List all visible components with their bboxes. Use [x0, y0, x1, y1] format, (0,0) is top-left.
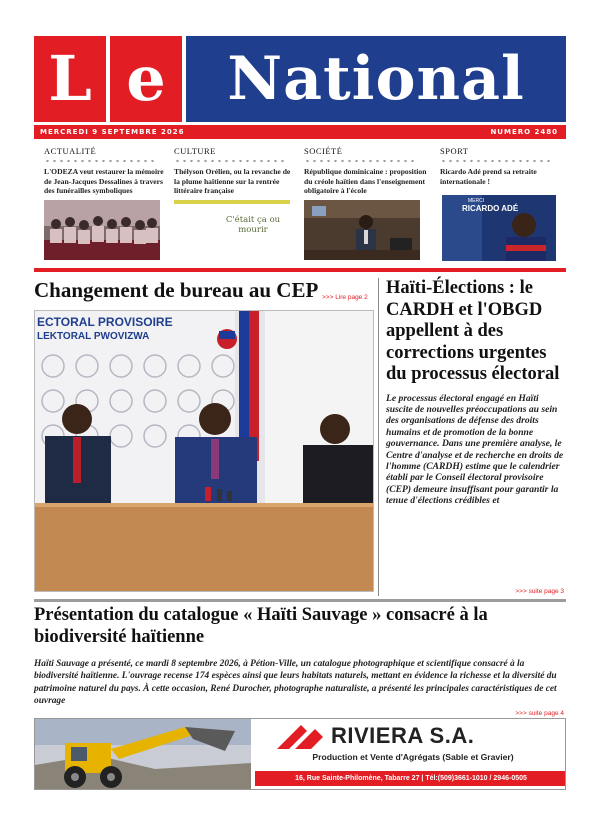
teaser-category: CULTURE	[174, 146, 216, 156]
main-photo[interactable]	[34, 310, 374, 592]
dotted-divider	[440, 158, 552, 164]
main-headline[interactable]: Changement de bureau au CEP	[34, 278, 319, 302]
section-divider-gray	[34, 599, 566, 602]
advertisement-riviera[interactable]	[34, 718, 566, 790]
excavator-image	[35, 719, 251, 789]
ad-subtitle: Production et Vente d'Agrégats (Sable et Gravier)	[312, 752, 514, 762]
teaser-title[interactable]: République dominicaine : proposition du créole haïtien dans l'enseignement obligatoire à l'école	[304, 167, 427, 196]
side-headline[interactable]: Haïti-Élections : le CARDH et l'OBGD appellent à des corrections urgentes du processus électoral	[386, 278, 560, 384]
teaser-culture[interactable]	[174, 146, 298, 196]
book-cover-title: C'était ça ou mourir	[225, 215, 281, 235]
teaser-category: SOCIÉTÉ	[304, 146, 343, 156]
third-headline[interactable]: Présentation du catalogue « Haïti Sauvage » consacré à la biodiversité haïtienne	[34, 605, 488, 647]
masthead-logo	[34, 36, 566, 122]
column-divider	[378, 278, 379, 596]
logo-word-national: National	[186, 36, 566, 122]
dotted-divider	[304, 158, 416, 164]
book-cover-edge	[174, 200, 290, 204]
issue-number: NUMERO 2480	[490, 128, 558, 136]
issue-date: MERCREDI 9 SEPTEMBRE 2026	[40, 128, 185, 136]
group-photo-image	[44, 200, 160, 260]
teaser-title[interactable]: Thélyson Orélien, ou la revanche de la plume haïtienne sur la rentrée littéraire française	[174, 167, 291, 196]
teaser-photo-actualite[interactable]	[44, 200, 168, 265]
section-divider-red	[34, 268, 566, 272]
banner-line-1: ECTORAL PROVISOIRE	[37, 315, 173, 329]
riviera-logo-icon	[275, 721, 329, 751]
side-page-ref[interactable]: >>> suite page 3	[515, 588, 564, 595]
teaser-title[interactable]: L'ODEZA veut restaurer la mémoire de Jean-Jacques Dessalines à travers des funérailles symboliques	[44, 167, 164, 196]
main-page-ref[interactable]: >>> Lire page 2	[322, 294, 368, 301]
dotted-divider	[44, 158, 156, 164]
dotted-divider	[174, 158, 286, 164]
photo-caption-name: RICARDO ADÉ	[462, 204, 519, 213]
ad-company-name: RIVIERA S.A.	[331, 723, 475, 748]
photo-caption-small: MERCI	[468, 198, 485, 204]
parliament-photo-image	[304, 200, 420, 260]
press-conference-image	[35, 311, 374, 592]
third-body-text: Haïti Sauvage a présenté, ce mardi 8 septembre 2026, à Pétion-Ville, un catalogue photographique et scientifique consacré à la biodiversité haïtienne. L'ouvrage recense 174 espèces ainsi que leurs habitats naturels, mettant en évidence la richesse et la diversité du patrimoine naturel du pays. À cette occasion, René Durocher, photographe naturaliste, a présenté les principales caractéristiques de cet ouvrage	[34, 659, 557, 706]
teaser-sport[interactable]	[440, 146, 564, 186]
teaser-photo-societe[interactable]	[304, 200, 428, 265]
teaser-societe[interactable]	[304, 146, 428, 196]
third-page-ref[interactable]: >>> suite page 4	[515, 710, 564, 717]
teaser-category: SPORT	[440, 146, 469, 156]
teaser-photo-sport[interactable]	[442, 195, 556, 261]
teaser-actualite[interactable]	[44, 146, 168, 196]
side-story	[386, 278, 566, 507]
teaser-category: ACTUALITÉ	[44, 146, 97, 156]
ad-address: 16, Rue Sainte-Philomène, Tabarre 27 | Tél:(509)3661-1010 / 2946-0505	[255, 771, 566, 786]
logo-letter-l: L	[34, 36, 106, 122]
teaser-title[interactable]: Ricardo Adé prend sa retraite internationale !	[440, 167, 537, 186]
side-lead-text: Le processus électoral engagé en Haïti suscite de nouvelles préoccupations au sein des organisations de défense des droits humains et de promotion de la bonne gouvernance. Dans une première analyse, le Centre d'analyse et de recherche en droits de l'homme (CARDH) estime que le calendrier établi par le Conseil électoral provisoire (CEP) demeure insuffisant pour garantir la tenue d'élections crédibles et	[386, 392, 564, 507]
banner-line-2: LEKTORAL PWOVIZWA	[37, 331, 150, 342]
logo-letter-e: e	[110, 36, 182, 122]
date-bar	[34, 125, 566, 139]
